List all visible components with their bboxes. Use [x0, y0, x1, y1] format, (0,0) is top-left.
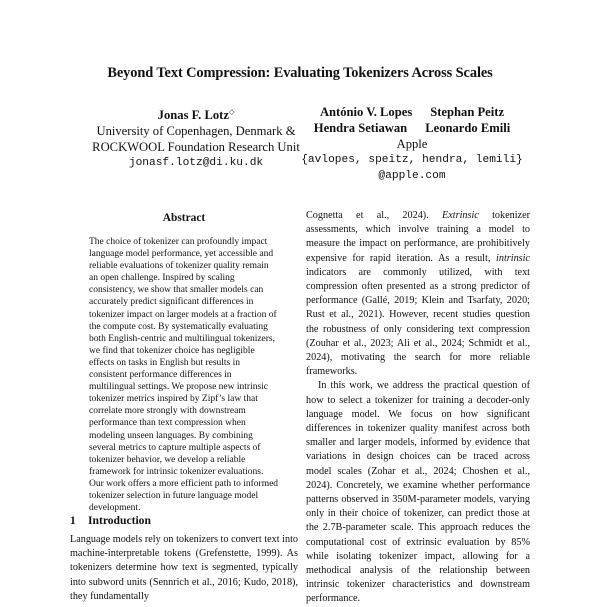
abstract-text: The choice of tokenizer can profoundly impact language model performance, yet accessible and reliable evaluations of tokenizer quality remain an open challenge. Inspired by scaling consistency, we show that smaller models can accurately predict significant differences in tokenizer impact on larger models at a fraction of the compute cost. By systematically evaluating both English-centric and multilingual tokenizers, we find that tokenizer choice has negligible effects on tasks in English but results in consistent performance differences in multilingual settings. We propose new intrinsic tokenizer metrics inspired by Zipf’s law that correlate more strongly with downstream performance than text compression when modeling unseen languages. By combining several metrics to capture multiple aspects of tokenizer behavior, we develop a reliable framework for intrinsic tokenizer evaluations. Our work offers a more efficient path to informed tokenizer selection in future language model development. — [89, 237, 279, 514]
section-title: Introduction — [88, 514, 151, 527]
affiliation: University of Copenhagen, Denmark & — [96, 124, 296, 138]
affiliation: Apple — [396, 137, 428, 151]
author-name: Jonas F. Lotz — [157, 108, 229, 122]
emphasis: intrinsic — [496, 252, 530, 264]
emphasis: Extrinsic — [442, 210, 479, 221]
paragraph: In this work, we address the practical question of how to select a tokenizer for training a decoder-only language model. We focus on how significant differences in tokenizer quality manifest across both smaller and larger models, informed by evidence that variations in design choices can be traced across model scales (Zohar et al., 2024; Choshen et al., 2024). Concretely, we examine whether performance patterns observed in 350M-parameter models, varying only in their choice of tokenizer, can predict those at the 2.7B-parameter scale. This approach reduces the computational cost of extrinsic evaluation by 85% while isolating tokenizer impact, allowing for a methodical analysis of the relationship between intrinsic tokenizer characteristics and downstream performance. — [306, 380, 530, 605]
author-email: jonasf.lotz@di.ku.dk — [128, 157, 264, 169]
author-right — [292, 104, 532, 184]
author-marker: ◇ — [228, 108, 235, 116]
paper-title: Beyond Text Compression: Evaluating Tokenizers Across Scales — [107, 65, 493, 81]
right-column — [306, 209, 530, 607]
paragraph-continued: Cognetta et al., 2024). Extrinsic tokenizer assessments, which involve training a model to measure the impact on performance, are prohibitively expensive for rapid iteration. As a result, intrinsic indicators are commonly utilized, with text compression often presented as a strong predictor of performance (Gallé, 2019; Klein and Tsarfaty, 2020; Rust et al., 2021). However, recent studies question the robustness of only considering text compression (Zouhar et al., 2023; Ali et al., 2024; Schmidt et al., 2024), motivating the search for more reliable frameworks. — [306, 210, 530, 378]
author-name: Stephan Peitz — [430, 105, 505, 119]
section-number: 1 — [70, 514, 76, 527]
author-name: Hendra Setiawan — [313, 121, 408, 135]
author-block — [0, 104, 600, 184]
author-email: @apple.com — [378, 170, 446, 182]
section-heading — [70, 514, 151, 527]
abstract-heading: Abstract — [162, 212, 206, 224]
affiliation: ROCKWOOL Foundation Research Unit — [92, 140, 300, 154]
intro-paragraph: Language models rely on tokenizers to convert text into machine-interpretable tokens (Grefenstette, 1999). As tokenizers determine how text is segmented, typically into subword units (Sennrich et al., 2016; Kudo, 2018), they fundamentally — [70, 534, 298, 602]
author-name: Leonardo Emili — [425, 121, 511, 135]
author-name: António V. Lopes — [319, 105, 413, 119]
author-email: {avlopes, speitz, hendra, lemili} — [301, 154, 523, 166]
